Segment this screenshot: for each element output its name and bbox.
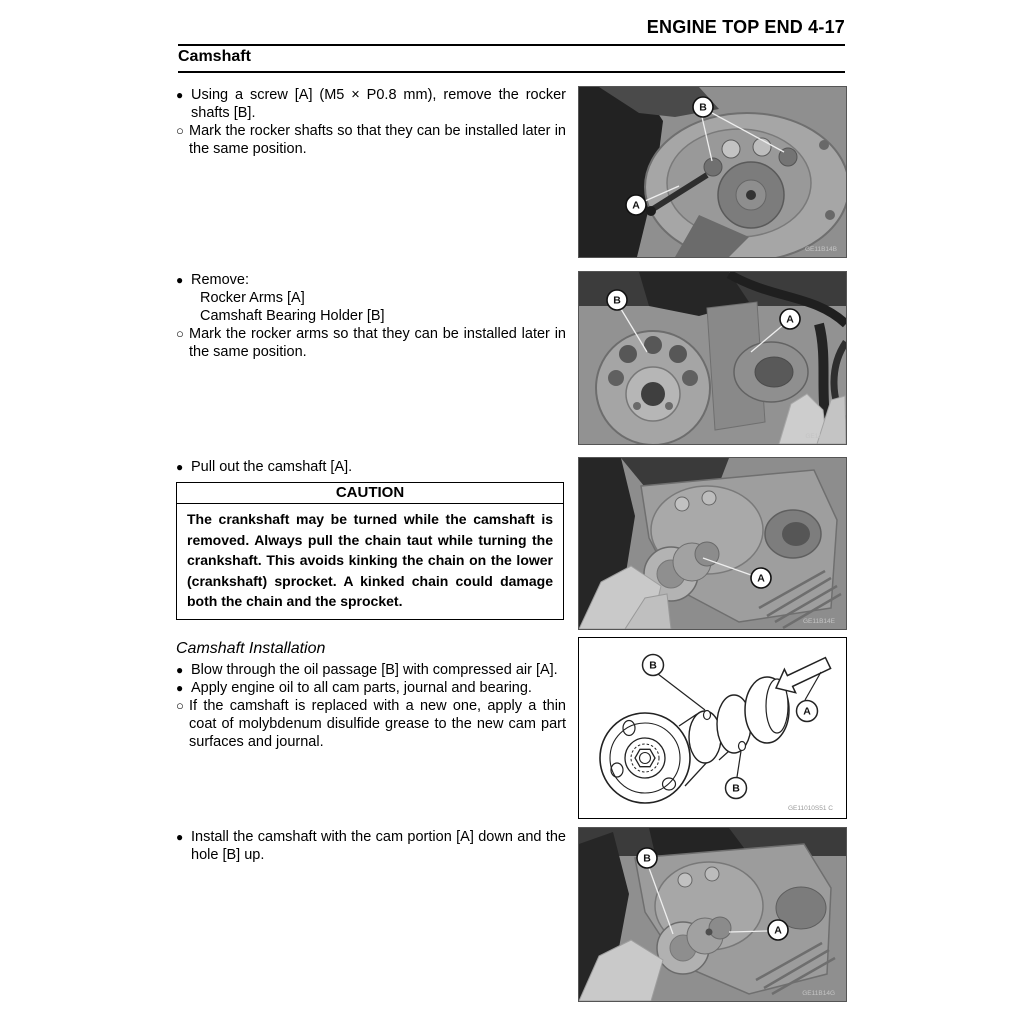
- callout-label-b: B: [643, 852, 651, 865]
- caution-title: CAUTION: [177, 483, 563, 504]
- caution-box: [176, 482, 564, 620]
- filled-bullet-icon: ●: [176, 273, 184, 287]
- engine-photo-illustration: [579, 87, 846, 257]
- callout-label-a: A: [803, 705, 811, 718]
- filled-bullet-icon: ●: [176, 88, 184, 102]
- figure-rocker-arms-bearing-holder: [578, 271, 847, 445]
- callout-label-b: B: [649, 659, 657, 672]
- callout-label-a: A: [786, 313, 794, 326]
- step-item: [176, 661, 566, 679]
- sub-item: [176, 289, 566, 307]
- procedure-block-install-camshaft: [176, 828, 566, 864]
- open-bullet-icon: ○: [176, 123, 184, 138]
- figure-camshaft-drawing: [578, 637, 847, 819]
- oil-hole: [704, 711, 711, 720]
- section-rule: [178, 71, 845, 73]
- figure-code: GE11B14B: [804, 246, 837, 253]
- procedure-block-rocker-shafts: [176, 86, 566, 158]
- figure-code: GE11B14T: [805, 433, 837, 440]
- sub-item-text: Rocker Arms [A]: [200, 290, 305, 306]
- note-item: [176, 122, 566, 158]
- header-rule: [178, 44, 845, 46]
- note-item: [176, 697, 566, 751]
- engine-photo-illustration: [579, 828, 846, 1001]
- callout-label-b: B: [732, 782, 740, 795]
- step-text: Blow through the oil passage [B] with compressed air [A].: [191, 662, 558, 678]
- figure-rocker-shaft-removal: [578, 86, 847, 258]
- figure-code: GE11B14G: [802, 990, 835, 997]
- note-item: [176, 325, 566, 361]
- procedure-block-remove: [176, 271, 566, 361]
- sub-heading-camshaft-installation: Camshaft Installation: [176, 640, 326, 657]
- step-item: [176, 86, 566, 122]
- callout-label-a: A: [632, 199, 640, 212]
- page-header: ENGINE TOP END 4-17: [646, 17, 845, 37]
- filled-bullet-icon: ●: [176, 663, 184, 677]
- figure-pull-out-camshaft: [578, 457, 847, 630]
- step-text: Pull out the camshaft [A].: [191, 459, 353, 475]
- callout-label-a: A: [774, 924, 782, 937]
- procedure-block-pull-camshaft: [176, 458, 566, 620]
- figure-code: GE11010S51 C: [787, 805, 833, 812]
- filled-bullet-icon: ●: [176, 460, 184, 474]
- step-item: [176, 828, 566, 864]
- step-item: [176, 271, 566, 289]
- note-text: If the camshaft is replaced with a new one, apply a thin coat of molybdenum disulfide grease to the new cam part surfaces and journal.: [189, 698, 566, 750]
- figure-install-camshaft: [578, 827, 847, 1002]
- sub-item: [176, 307, 566, 325]
- step-text: Using a screw [A] (M5 × P0.8 mm), remove the rocker shafts [B].: [191, 87, 566, 121]
- engine-photo-illustration: [579, 458, 846, 629]
- figure-code: GE11B14E: [802, 618, 835, 625]
- open-bullet-icon: ○: [176, 698, 184, 713]
- callout-label-b: B: [699, 101, 707, 114]
- procedure-block-installation: [176, 639, 566, 751]
- engine-photo-illustration: [579, 272, 846, 444]
- note-text: Mark the rocker shafts so that they can be installed later in the same position.: [189, 123, 566, 157]
- filled-bullet-icon: ●: [176, 681, 184, 695]
- step-item: [176, 458, 566, 476]
- caution-body: The crankshaft may be turned while the camshaft is removed. Always pull the chain taut while turning the crankshaft. This avoids kinking the chain on the lower (crankshaft) sprocket. A kinked chain could damage both the chain and the sprocket.: [187, 511, 553, 609]
- note-text: Mark the rocker arms so that they can be installed later in the same position.: [189, 326, 566, 360]
- callout-label-a: A: [757, 572, 765, 585]
- oil-hole: [706, 929, 713, 936]
- camshaft-line-drawing: [579, 638, 846, 818]
- step-text: Apply engine oil to all cam parts, journal and bearing.: [191, 680, 532, 696]
- filled-bullet-icon: ●: [176, 830, 184, 844]
- open-bullet-icon: ○: [176, 326, 184, 341]
- step-text: Remove:: [191, 272, 250, 288]
- callout-label-b: B: [613, 294, 621, 307]
- step-text: Install the camshaft with the cam portion [A] down and the hole [B] up.: [191, 829, 566, 863]
- sub-item-text: Camshaft Bearing Holder [B]: [200, 308, 385, 324]
- oil-hole: [739, 742, 746, 751]
- step-item: [176, 679, 566, 697]
- section-title: Camshaft: [178, 48, 251, 65]
